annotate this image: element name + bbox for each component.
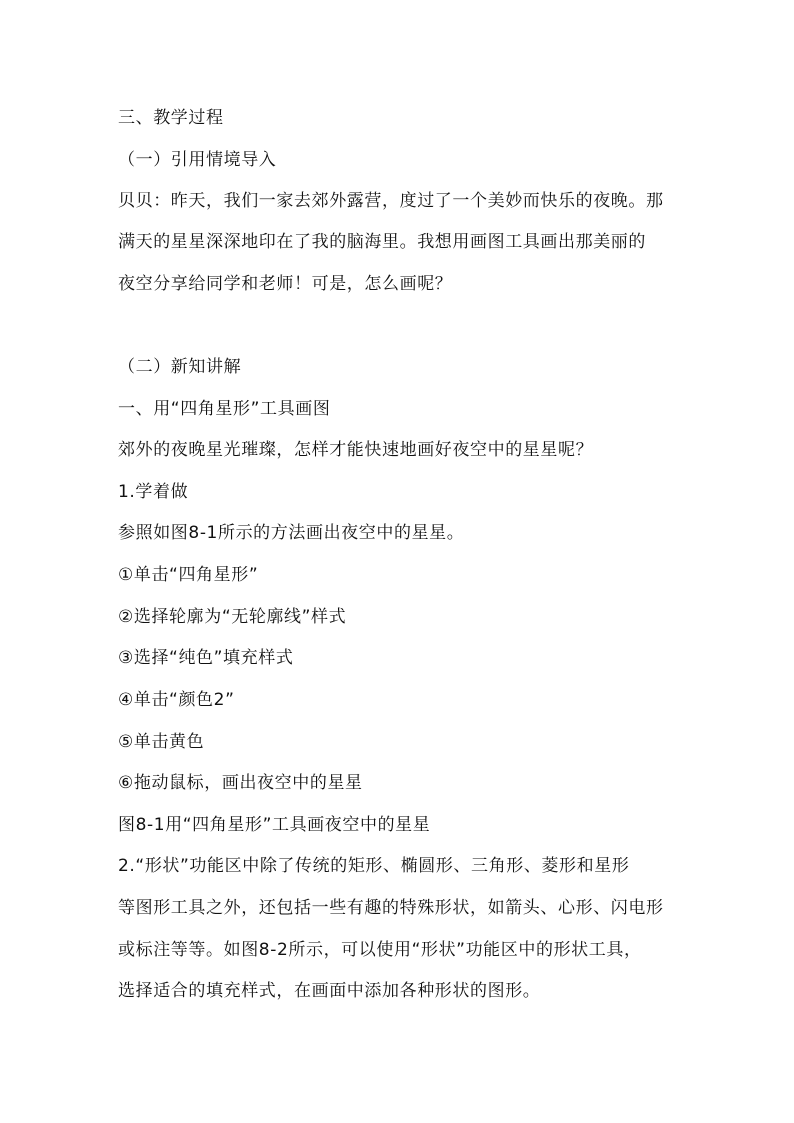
section-heading: 三、教学过程 xyxy=(118,108,224,128)
step-item: ⑤单击黄色 xyxy=(118,732,205,752)
intro-paragraph-line-3: 夜空分享给同学和老师！可是，怎么画呢？ xyxy=(118,274,453,294)
step-2-paragraph-line-4: 选择适合的填充样式，在画面中添加各种形状的图形。 xyxy=(118,981,541,1001)
step-item: ⑥拖动鼠标，画出夜空中的星星 xyxy=(118,773,363,793)
step-2-paragraph-line-3: 或标注等等。如图8-2所示，可以使用“形状”功能区中的形状工具， xyxy=(118,940,642,960)
step-1-intro: 参照如图8-1所示的方法画出夜空中的星星。 xyxy=(118,523,465,543)
step-1-heading: 1.学着做 xyxy=(118,482,189,502)
step-item: ①单击“四角星形” xyxy=(118,565,259,585)
part-1-heading: 一、用“四角星形”工具画图 xyxy=(118,399,331,419)
step-item: ④单击“颜色2” xyxy=(118,690,235,710)
subsection-intro-heading: （一）引用情境导入 xyxy=(118,150,277,170)
intro-paragraph-line-1: 贝贝：昨天，我们一家去郊外露营，度过了一个美妙而快乐的夜晚。那 xyxy=(118,191,664,211)
part-1-question: 郊外的夜晚星光璀璨，怎样才能快速地画好夜空中的星星呢？ xyxy=(118,440,594,460)
step-item: ③选择“纯色”填充样式 xyxy=(118,648,294,668)
step-2-paragraph-line-1: 2.“形状”功能区中除了传统的矩形、椭圆形、三角形、菱形和星形 xyxy=(118,856,630,876)
step-2-paragraph-line-2: 等图形工具之外，还包括一些有趣的特殊形状，如箭头、心形、闪电形 xyxy=(118,898,664,918)
intro-paragraph-line-2: 满天的星星深深地印在了我的脑海里。我想用画图工具画出那美丽的 xyxy=(118,232,646,252)
figure-caption: 图8-1用“四角星形”工具画夜空中的星星 xyxy=(118,815,431,835)
step-item: ②选择轮廓为“无轮廓线”样式 xyxy=(118,607,347,627)
subsection-new-knowledge-heading: （二）新知讲解 xyxy=(118,357,242,377)
